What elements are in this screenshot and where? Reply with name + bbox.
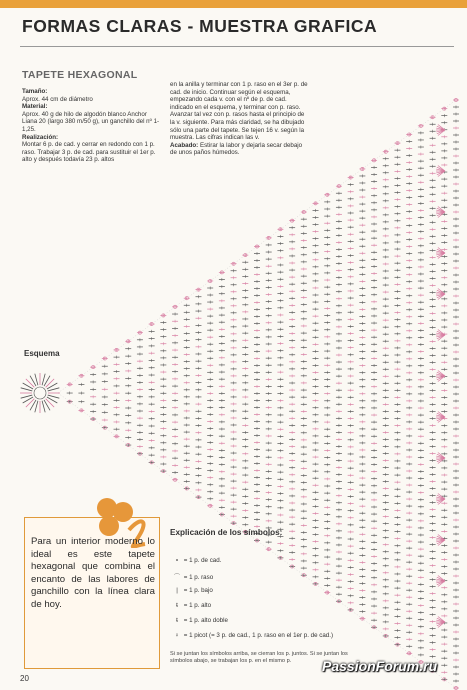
page-number: 20 <box>20 674 29 683</box>
material-label: Material: <box>22 103 48 111</box>
finish-text: Estirar la labor y dejarla secar debajo de unos paños húmedos. <box>170 141 303 157</box>
promo-text: Para un interior moderno lo ideal es este tapete hexagonal que combina el encanto de las labores de ganchillo con la línea clara de hoy. <box>31 536 155 610</box>
chain-stitch-icon: ∘ <box>175 557 179 564</box>
legend-item-treble: ŧ = 1 p. alto doble <box>172 617 228 624</box>
legend-item-single: | = 1 p. bajo <box>172 587 213 594</box>
finish-label: Acabado: <box>170 141 199 149</box>
legend-item-picot: ♀ = 1 picot (= 3 p. de cad., 1 p. raso en el 1er p. de cad.) <box>172 632 333 639</box>
execution-text: Montar 6 p. de cad. y cerrar en redondo con 1 p. raso. Trabajar 3 p. de cad. para sustituir el 1er p. alto y después todavía 23 p. altos <box>22 141 156 164</box>
diagram-label: Esquema <box>24 349 60 358</box>
continuation-text: en la anilla y terminar con 1 p. raso en el 3er p. de cad. de inicio. Continuar según el esquema, empezando cada v. con el nº de p. de cad. indicado en el esquema, y terminar con p. raso. Avanzar tal vez con p. rasos hasta el principio de la v. siguiente. Para más claridad, se ha dibujado sólo una parte del tapete. Se tejen 16 v. según la muestra. Las cifras indican las v. <box>170 81 308 142</box>
legend-footnote: Si se juntan los símbolos arriba, se cierran los p. juntos. Si se juntan los símbolos abajo, se trabajan los p. en el mismo p. <box>170 651 348 664</box>
page-title: FORMAS CLARAS - MUESTRA GRAFICA <box>22 16 378 36</box>
execution-label: Realización: <box>22 133 59 141</box>
size-label: Tamaño: <box>22 88 48 95</box>
legend-title: Explicación de los símbolos: <box>170 528 283 537</box>
single-crochet-icon: | <box>176 587 178 594</box>
legend-item-chain: ∘ = 1 p. de cad. <box>172 557 221 564</box>
double-crochet-icon: ŧ <box>176 602 178 609</box>
legend-item-slip: ⌒ = 1 p. raso <box>173 574 214 581</box>
picot-icon: ♀ <box>174 632 180 639</box>
treble-crochet-icon: ŧ <box>176 617 178 624</box>
section-title: TAPETE HEXAGONAL <box>22 69 138 81</box>
slip-stitch-icon: ⌒ <box>173 574 181 581</box>
material-text: Aprox. 40 g de hilo de algodón blanco Anchor Liana 20 (largo 380 m/50 g), un ganchillo del nº 1-1,25. <box>22 110 160 133</box>
promo-box <box>24 517 160 669</box>
legend-item-double: ŧ = 1 p. alto <box>172 602 211 609</box>
size-text: Aprox. 44 cm de diámetro <box>22 95 93 103</box>
watermark: PassionForum.ru <box>322 658 438 674</box>
